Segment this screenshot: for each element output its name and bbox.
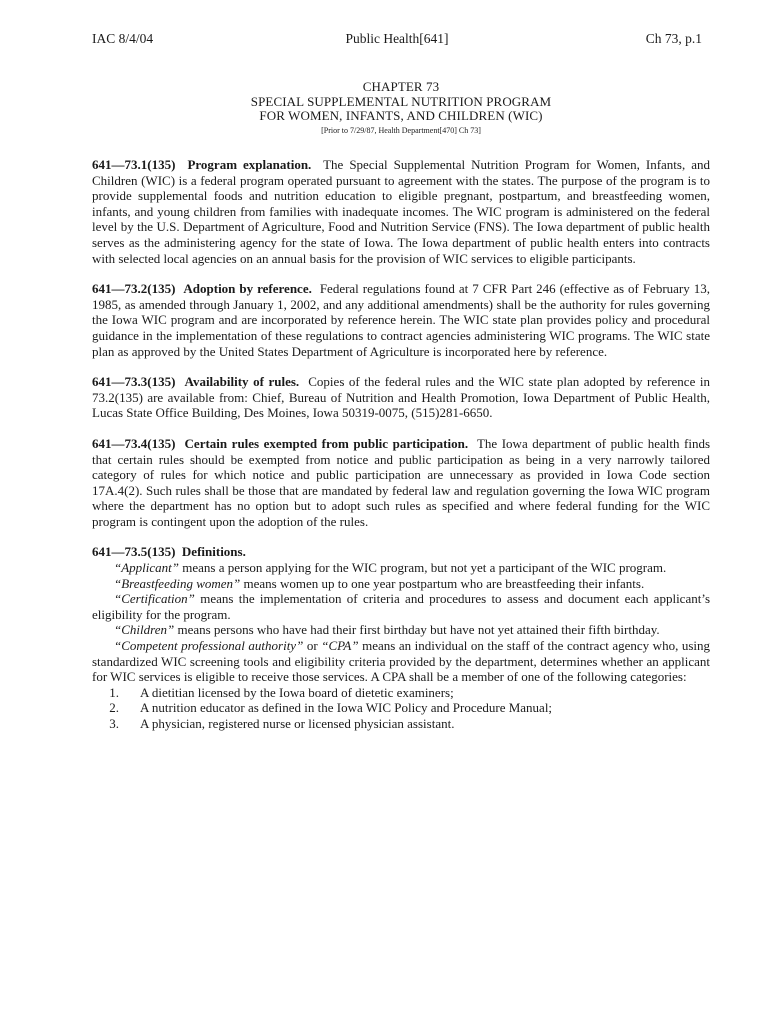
- defined-term-abbreviation: “CPA”: [321, 638, 359, 654]
- rule-73-2: [92, 281, 710, 359]
- rule-title: Certain rules exempted from public participation.: [184, 435, 469, 451]
- rule-text: The Special Supplemental Nutrition Program for Women, Infants, and Children (WIC) is a federal program operated pursuant to agreement with the states. The purpose of the program is to provide supplemental foods and nutrition education to eligible pregnant, postpartum, and breastfeeding women, infants, and young children from families with inadequate incomes. The WIC program is administered on the federal level by the U.S. Department of Agriculture, Food and Nutrition Service (FNS). The Iowa department of public health serves as the administering agency for the state of Iowa. The Iowa department of public health enters into contracts with selected local agencies on an annual basis for the provision of WIC services to eligible participants.: [92, 157, 711, 266]
- list-item-number: 1.: [109, 684, 119, 700]
- definition-text: means an individual on the staff of the contract agency who, using standardized WIC screening tools and eligibility criteria provided by the department, determines whether an applicant for WIC services is eligible to receive those services. A CPA shall be a member of one of the following categories:: [92, 638, 711, 685]
- defined-term: “Children”: [114, 622, 175, 638]
- rule-73-5: [92, 544, 710, 560]
- defined-term: “Breastfeeding women”: [114, 575, 241, 591]
- running-head: [92, 31, 702, 49]
- defined-term: “Certification”: [114, 591, 195, 607]
- rule-number: 641—73.2(135): [92, 281, 176, 297]
- chapter-number: CHAPTER 73: [362, 79, 440, 94]
- definition-text: means a person applying for the WIC program, but not yet a participant of the WIC program.: [182, 560, 667, 576]
- rule-number: 641—73.1(135): [92, 157, 176, 172]
- chapter-title-block: [92, 80, 710, 136]
- header-page-number: Ch 73, p.1: [645, 31, 702, 46]
- list-item-number: 2.: [109, 700, 119, 716]
- list-item: [92, 716, 710, 732]
- rule-title: Definitions.: [181, 544, 246, 560]
- rule-text: Federal regulations found at 7 CFR Part 246 (effective as of February 13, 1985, as amended through January 1, 2002, and any additional amendments) shall be the authority for rules governing the Iowa WIC program and are incorporated by reference herein. The WIC state plan provides policy and procedural guidance in the implementation of these regulations to contract agencies administering WIC programs. The WIC state plan as approved by the United States Department of Agriculture is incorporated here by reference.: [92, 281, 710, 359]
- definition-breastfeeding-women: [92, 576, 710, 592]
- rule-text: The Iowa department of public health finds that certain rules should be exempted from notice and public participation as being in a very narrowly tailored category of rules for which notice and public participation are unnecessary as provided in Iowa Code section 17A.4(2). Such rules shall be those that are mandated by federal law and regulation governing the Iowa WIC program where the department has no option but to adopt such rules as specified and where federal funding for the WIC program is contingent upon the adoption of the rules.: [92, 435, 711, 529]
- term-connector: or: [306, 638, 318, 654]
- header-title: Public Health[641]: [345, 31, 449, 46]
- definition-children: [92, 622, 710, 638]
- list-item: [92, 700, 710, 716]
- defined-term: “Competent professional authority”: [114, 638, 304, 654]
- rule-73-1: [92, 157, 710, 266]
- chapter-history-note: [Prior to 7/29/87, Health Department[470] Ch 73]: [321, 125, 481, 135]
- list-item-number: 3.: [109, 716, 119, 731]
- definition-text: means persons who have had their first birthday but have not yet attained their fifth birthday.: [177, 622, 660, 638]
- defined-term: “Applicant”: [114, 560, 180, 576]
- chapter-title-line-2: FOR WOMEN, INFANTS, AND CHILDREN (WIC): [259, 108, 543, 123]
- rule-73-3: [92, 374, 710, 421]
- definition-certification: [92, 591, 710, 622]
- document-body: [92, 157, 710, 732]
- rule-text: Copies of the federal rules and the WIC state plan adopted by reference in 73.2(135) are available from: Chief, Bureau of Nutrition and Health Promotion, Iowa Department of Public Health, Lucas State Office Building, Des Moines, Iowa 50319-0075, (515)281-6650.: [92, 374, 711, 421]
- rule-number: 641—73.4(135): [92, 435, 176, 451]
- list-item-text: A dietitian licensed by the Iowa board of dietetic examiners;: [140, 684, 454, 700]
- rule-title: Program explanation.: [187, 157, 312, 172]
- rule-title: Availability of rules.: [184, 374, 300, 390]
- definition-applicant: [92, 560, 710, 576]
- definition-text: means women up to one year postpartum who are breastfeeding their infants.: [243, 575, 645, 591]
- rule-73-4: [92, 436, 710, 530]
- definition-cpa: [92, 638, 710, 685]
- definition-text: means the implementation of criteria and procedures to assess and document each applicant’s eligibility for the program.: [92, 591, 711, 622]
- rule-number: 641—73.5(135): [92, 544, 176, 560]
- rule-title: Adoption by reference.: [183, 281, 312, 297]
- rule-number: 641—73.3(135): [92, 374, 176, 390]
- list-item-text: A nutrition educator as defined in the Iowa WIC Policy and Procedure Manual;: [140, 700, 553, 716]
- list-item-text: A physician, registered nurse or licensed physician assistant.: [140, 716, 455, 731]
- header-date: IAC 8/4/04: [92, 31, 154, 46]
- chapter-title-line-1: SPECIAL SUPPLEMENTAL NUTRITION PROGRAM: [250, 93, 552, 109]
- list-item: [92, 685, 710, 701]
